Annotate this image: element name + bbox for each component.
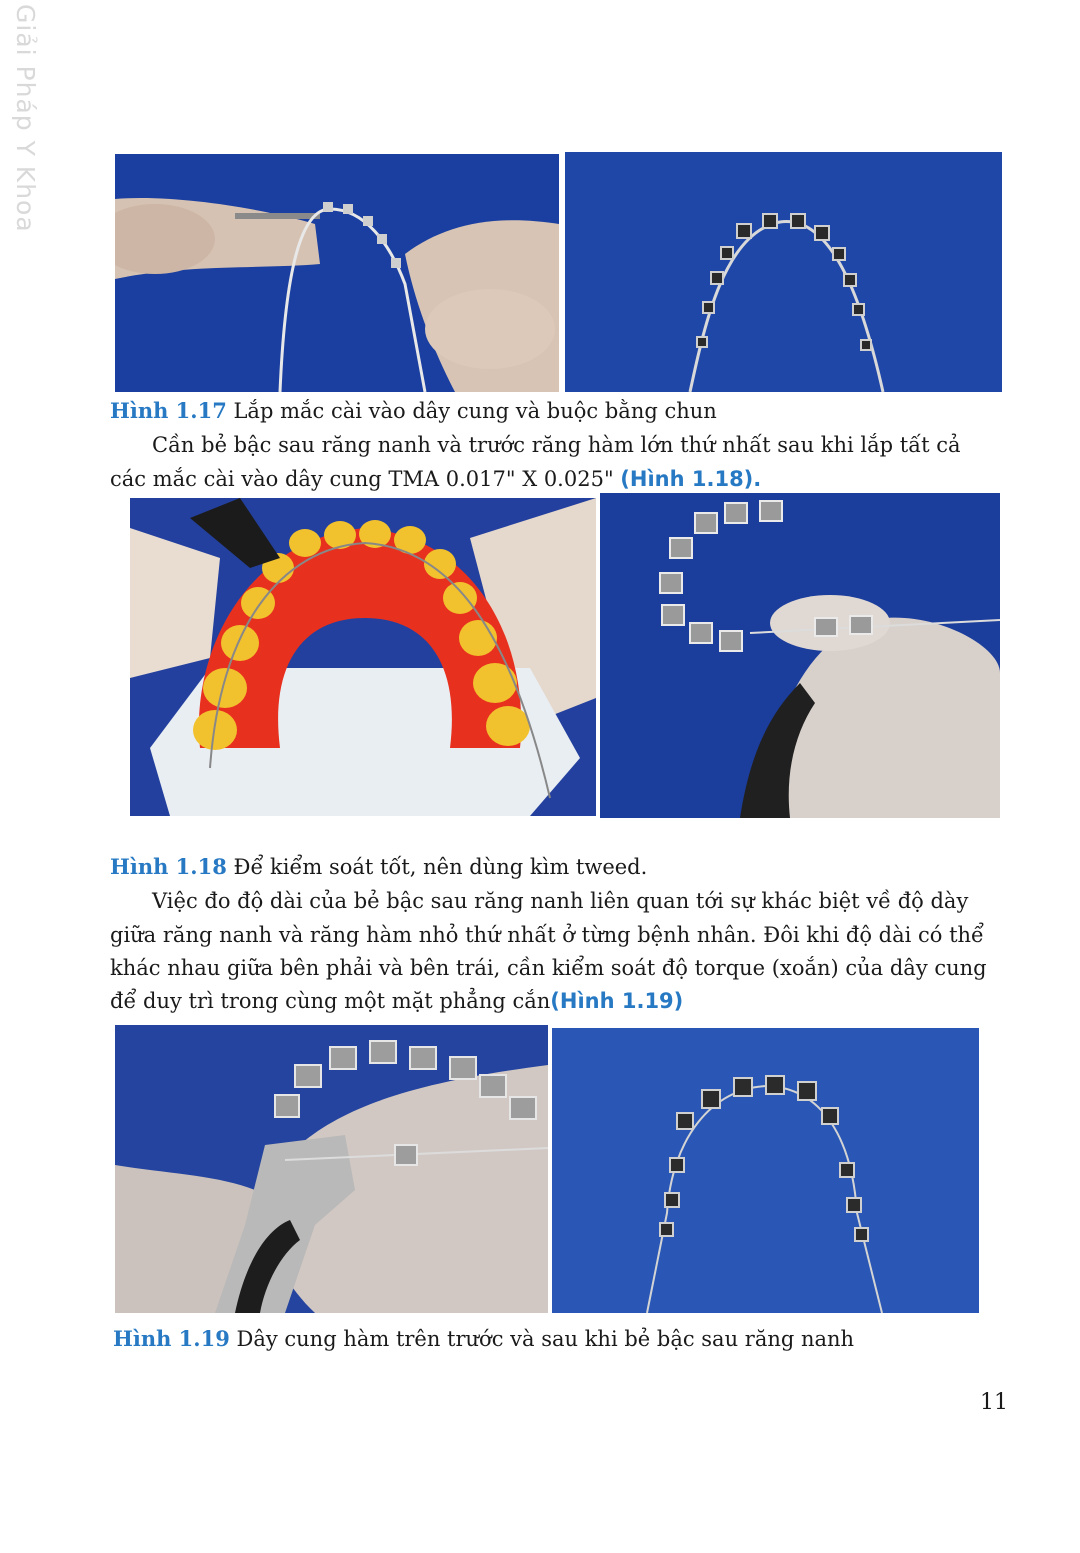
- figure-reference: (Hình 1.19): [550, 989, 684, 1013]
- page-number: 11: [980, 1390, 1008, 1415]
- caption-text: Lắp mắc cài vào dây cung và buộc bằng chun: [226, 399, 717, 423]
- photo-archwire-with-brackets: [565, 152, 1002, 392]
- paragraph-2-line-4: [110, 984, 683, 1018]
- paragraph-1-line-1: Cần bẻ bậc sau răng nanh và trước răng hàm lớn thứ nhất sau khi lắp tất cả: [152, 433, 961, 457]
- photo-archwire-after-bend: [552, 1028, 979, 1313]
- photo-hand-wire-bracket: [115, 154, 559, 392]
- paragraph-2-line-3: khác nhau giữa bên phải và bên trái, cần kiểm soát độ torque (xoắn) của dây cung: [110, 956, 987, 980]
- paragraph-2-line-1: Việc đo độ dài của bẻ bậc sau răng nanh liên quan tới sự khác biệt về độ dày: [152, 889, 969, 913]
- paragraph-2-line-2: giữa răng nanh và răng hàm nhỏ thứ nhất ở từng bệnh nhân. Đôi khi độ dài có thể: [110, 923, 984, 947]
- figure-1-19-caption: [113, 1322, 854, 1356]
- figure-reference: (Hình 1.18).: [620, 467, 762, 491]
- photo-tweed-pliers: [600, 493, 1000, 818]
- caption-text: Để kiểm soát tốt, nên dùng kìm tweed.: [226, 855, 648, 879]
- figure-1-17-caption: [110, 394, 717, 428]
- figure-label: Hình 1.17: [110, 398, 227, 423]
- photo-dental-model-pliers: [130, 498, 596, 816]
- figure-label: Hình 1.19: [113, 1326, 230, 1351]
- paragraph-text: các mắc cài vào dây cung TMA 0.017" X 0.025": [110, 467, 621, 491]
- figure-label: Hình 1.18: [110, 854, 227, 879]
- watermark: Giải Pháp Y Khoa: [11, 4, 40, 233]
- paragraph-text: để duy trì trong cùng một mặt phẳng cắn: [110, 989, 551, 1013]
- figure-1-18-caption: [110, 850, 647, 884]
- paragraph-1-line-2: [110, 462, 761, 496]
- caption-text: Dây cung hàm trên trước và sau khi bẻ bậc sau răng nanh: [229, 1327, 855, 1351]
- photo-pliers-on-archwire: [115, 1025, 548, 1313]
